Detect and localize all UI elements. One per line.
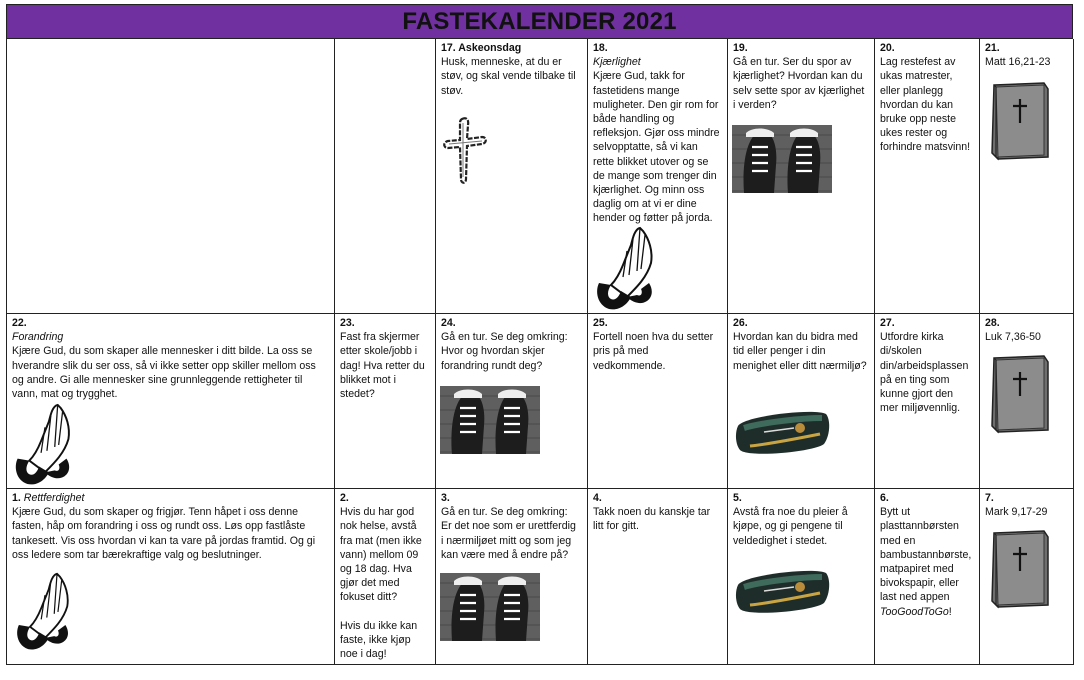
app-name: TooGoodToGo: [880, 605, 949, 618]
day-label: 7.: [985, 492, 994, 504]
day-label: 4.: [593, 492, 602, 504]
sneakers-photo: [732, 125, 832, 193]
day-text: Lag restefest av ukas matrester, eller planlegg hvordan du kan bruke opp neste ukes rester og forhindre matsvinn!: [880, 56, 971, 154]
cell-day-19: [728, 39, 875, 314]
calendar-title: FASTEKALENDER 2021: [6, 4, 1073, 38]
day-label: 23.: [340, 317, 355, 329]
cell-day-20: [875, 39, 980, 314]
day-label: 21.: [985, 42, 1000, 54]
cell-day-4: [588, 489, 728, 665]
day-text-main: Bytt ut plasttannbørsten med en bambustannbørste, matpapiret med bivokspapir, eller last ned appen: [880, 506, 972, 604]
day-label: 25.: [593, 317, 608, 329]
day-label: 24.: [441, 317, 456, 329]
cell-empty-1: [7, 39, 335, 314]
day-theme: Forandring: [12, 331, 64, 344]
day-text: Utfordre kirka di/skolen din/arbeidsplassen på en ting som kunne gjort den mer miljøvennlig.: [880, 331, 969, 415]
cell-day-6: [875, 489, 980, 665]
cell-day-18: [588, 39, 728, 314]
cell-day-5: [728, 489, 875, 665]
day-label: 6.: [880, 492, 889, 504]
cell-day-21: [980, 39, 1074, 314]
day-text: Gå en tur. Se deg omkring: Hvor og hvordan skjer forandring rundt deg?: [441, 331, 568, 372]
cell-day-26: [728, 314, 875, 489]
bible-icon: [988, 81, 1052, 161]
day-text: Matt 16,21-23: [985, 56, 1051, 69]
day-label: 2.: [340, 492, 349, 504]
day-text: Kjære Gud, takk for fastetidens mange muligheter. Den gir rom for både handling og refleksjon. Gjør oss mindre selvopptatte, så vi kan rette blikket utover og se de mange som trenger din kjærlighet. Og minn oss daglig om at vi er dine hender og føtter på jorda.: [593, 70, 720, 225]
day-text: Gå en tur. Ser du spor av kjærlighet? Hvordan kan du selv sette spor av kjærlighet i verden?: [733, 56, 865, 111]
cell-day-17: [436, 39, 588, 314]
day-label: [12, 491, 328, 505]
day-text: Takk noen du kanskje tar litt for gitt.: [593, 506, 711, 533]
cell-day-2: [335, 489, 436, 665]
collection-box-photo: [734, 565, 832, 617]
day-text: Kjære Gud, du som skaper og frigjør. Tenn håpet i oss denne fasten, håp om forandring i oss og rundt oss. Løs opp fastlåste tankesett. Vis oss hvordan vi kan ta vare på jordas framtid. Og gi oss ledere som tar bærekraftige valg og beslutninger.: [12, 506, 316, 561]
cell-day-7: [980, 489, 1074, 665]
day-text: Fortell noen hva du setter pris på med vedkommende.: [593, 331, 714, 372]
cell-day-23: [335, 314, 436, 489]
day-label: 5.: [733, 492, 742, 504]
calendar: [6, 4, 1073, 665]
praying-hands-icon: [11, 402, 77, 486]
bible-icon: [988, 529, 1052, 609]
sneakers-photo: [440, 573, 540, 641]
bible-icon: [988, 354, 1052, 434]
day-text: Fast fra skjermer etter skole/jobb i dag! Hva retter du blikket mot i stedet?: [340, 331, 425, 401]
cell-day-1: [7, 489, 335, 665]
day-theme: Kjærlighet: [593, 56, 641, 69]
day-theme: Rettferdighet: [23, 492, 85, 504]
cell-day-25: [588, 314, 728, 489]
day-label: 26.: [733, 317, 748, 329]
cell-day-24: [436, 314, 588, 489]
day-text: [880, 505, 973, 619]
day-text: Kjære Gud, du som skaper alle mennesker i ditt bilde. La oss se hverandre slik du ser oss, så vi ikke setter opp skiller mellom oss og andre. Gi alle mennesker sine grunnleggende rettigheter til vann, mat og trygghet.: [12, 345, 316, 401]
day-label: 20.: [880, 42, 895, 54]
day-label: 17. Askeonsdag: [441, 42, 522, 54]
day-text: Avstå fra noe du pleier å kjøpe, og gi pengene til veldedighet i stedet.: [733, 506, 848, 547]
cell-day-3: [436, 489, 588, 665]
praying-hands-icon: [593, 225, 659, 311]
collection-box-photo: [734, 406, 832, 458]
day-text: Luk 7,36-50: [985, 331, 1041, 344]
day-text: Hvis du har god nok helse, avstå fra mat (men ikke vann) mellom 09 og 18 dag. Hva gjør det med fokuset ditt?: [340, 506, 422, 604]
day-text: Hvordan kan du bidra med tid eller penger i din menighet eller ditt nærmiljø?: [733, 331, 867, 372]
day-text: Mark 9,17-29: [985, 506, 1048, 519]
day-label: 19.: [733, 42, 748, 54]
day-text: Gå en tur. Se deg omkring: Er det noe som er urettferdig i nærmiljøet mitt og som jeg kan være med å endre på?: [441, 506, 576, 561]
cross-icon: [440, 115, 490, 187]
cell-day-28: [980, 314, 1074, 489]
day-label: 18.: [593, 42, 608, 54]
sneakers-photo: [440, 386, 540, 454]
cell-empty-2: [335, 39, 436, 314]
calendar-grid: [6, 38, 1073, 665]
cell-day-22: [7, 314, 335, 489]
day-text-end: !: [948, 605, 952, 618]
praying-hands-icon: [11, 571, 77, 651]
day-label: 22.: [12, 317, 27, 329]
day-text-secondary: Hvis du ikke kan faste, ikke kjøp noe i dag!: [340, 619, 418, 661]
day-label: 3.: [441, 492, 450, 504]
day-number: 1.: [12, 492, 21, 504]
day-label: 28.: [985, 317, 1000, 329]
day-text: Husk, menneske, at du er støv, og skal vende tilbake til støv.: [441, 56, 576, 97]
cell-day-27: [875, 314, 980, 489]
day-label: 27.: [880, 317, 895, 329]
